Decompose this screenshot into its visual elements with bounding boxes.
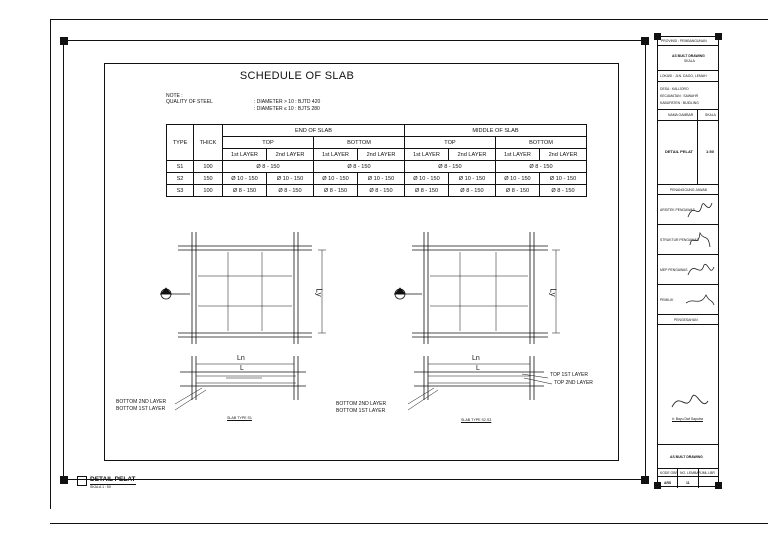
slab-s1-plan — [160, 232, 326, 410]
tb-code-row — [658, 477, 718, 488]
tb-location-row — [658, 71, 718, 82]
note-label: NOTE : — [166, 93, 183, 99]
caption-right: SLAB TYPE S2,S3 — [461, 418, 492, 422]
header-layer: 2nd LAYER — [358, 149, 405, 161]
header-layer: 2nd LAYER — [539, 149, 586, 161]
detail-title: DETAIL PELAT — [90, 476, 136, 483]
tb-asbuilt-bottom-row — [658, 445, 718, 469]
header-layer: 2nd LAYER — [267, 149, 314, 161]
header-mid-bottom: BOTTOM — [495, 137, 586, 149]
tb-kabupaten: KABUPATEN : BUIDLING — [660, 101, 699, 105]
ly-label-right: Ly — [548, 288, 558, 297]
tb-asbuilt-row — [658, 46, 718, 71]
header-middle-of-slab: MIDDLE OF SLAB — [404, 125, 586, 137]
tb-skala: SKALA — [705, 113, 716, 117]
cell-mid-bottom: Ø 8 - 150 — [495, 161, 586, 173]
tb-divider-v — [697, 110, 698, 185]
cell-value: Ø 10 - 150 — [223, 173, 267, 185]
tb-drawing-name: DETAIL PELAT — [665, 149, 693, 154]
cell-thick: 150 — [194, 173, 223, 185]
tb-penanggung-row — [658, 185, 718, 195]
tb-approval-row — [658, 325, 718, 445]
top1-label-right: TOP 1ST LAYER — [550, 372, 588, 378]
cell-value: Ø 8 - 150 — [404, 185, 448, 197]
tb-province-row — [658, 37, 718, 46]
ln-label-left: Ln — [237, 355, 245, 362]
detail-title-marker — [77, 476, 87, 486]
tb-drawing-scale: 1:50 — [706, 149, 715, 154]
tb-divider-v-code-2 — [698, 469, 699, 488]
cell-value: Ø 8 - 150 — [539, 185, 586, 197]
tb-code-header-row — [658, 469, 718, 477]
cell-value: Ø 8 - 150 — [267, 185, 314, 197]
cell-mid-top: Ø 8 - 150 — [404, 161, 495, 173]
cell-value: Ø 10 - 150 — [448, 173, 495, 185]
tb-penanggung: PENANGGUNG JAWAB — [670, 188, 707, 192]
tb-corner-bl — [654, 482, 661, 489]
header-end-of-slab: END OF SLAB — [223, 125, 405, 137]
tb-arsitek: ARSITEK PENGAWAS — [660, 208, 695, 212]
cell-value: Ø 10 - 150 — [495, 173, 539, 185]
bottom2-label-left: BOTTOM 2ND LAYER — [116, 399, 167, 405]
l-label-right: L — [476, 365, 480, 372]
tb-jml-lembar: JML LBR — [701, 471, 715, 475]
tb-name-header-row — [658, 110, 718, 121]
signature-arsitek — [684, 197, 716, 223]
top2-label-right: TOP 2ND LAYER — [554, 380, 593, 386]
title-block — [657, 36, 719, 487]
signature-struktur — [684, 227, 716, 253]
cell-value: Ø 10 - 150 — [267, 173, 314, 185]
tb-kode: KODE GBR — [660, 471, 678, 475]
tb-kode-val: ARS — [664, 481, 672, 485]
tb-corner-tl — [654, 33, 661, 40]
tb-kecamatan: KECAMATAN : SAWAHR — [660, 94, 699, 98]
ln-label-right: Ln — [472, 355, 480, 362]
l-label-left: L — [240, 365, 244, 372]
quality-line-1: : DIAMETER > 10 : BJTD 420 — [254, 99, 321, 105]
bottom1-label-left: BOTTOM 1ST LAYER — [116, 406, 166, 412]
signature-pemilik — [684, 287, 716, 313]
cell-value: Ø 10 - 150 — [313, 173, 357, 185]
header-end-top: TOP — [223, 137, 314, 149]
tb-no-val: 11 — [686, 481, 690, 485]
cell-value: Ø 8 - 150 — [313, 185, 357, 197]
signature-approval — [668, 387, 712, 417]
quality-label: QUALITY OF STEEL — [166, 99, 213, 105]
cell-thick: 100 — [194, 161, 223, 173]
detail-scale: SKALA 1 : 50 — [90, 485, 111, 489]
quality-line-2: : DIAMETER ≤ 10 : BJTS 280 — [254, 106, 320, 112]
cell-type: S2 — [167, 173, 194, 185]
cell-type: S3 — [167, 185, 194, 197]
header-layer: 1st LAYER — [404, 149, 448, 161]
tb-asbuilt-sub: SKALA — [684, 59, 695, 63]
tb-pengesahan: PENGESAHAN — [674, 318, 698, 322]
bottom2-label-right: BOTTOM 2ND LAYER — [336, 401, 387, 407]
tb-sign-name: Ir. Bayu Dwi Saputra — [672, 417, 703, 421]
tb-nama-gambar: NAMA GAMBAR — [668, 113, 694, 117]
header-layer: 2nd LAYER — [448, 149, 495, 161]
cell-value: Ø 8 - 150 — [223, 185, 267, 197]
tb-corner-br — [715, 482, 722, 489]
tb-province: PROVINSI : PEMBANGUNAN — [661, 39, 707, 43]
slab-s2-s3-plan — [394, 232, 560, 410]
tb-divider-v-code-1 — [677, 469, 678, 488]
tb-pemilik: PEMILIK — [660, 298, 674, 302]
cell-value: Ø 8 - 150 — [448, 185, 495, 197]
header-layer: 1st LAYER — [495, 149, 539, 161]
header-type: TYPE — [167, 125, 194, 161]
cell-type: S1 — [167, 161, 194, 173]
tb-asbuilt-bottom: AS BUILT DRAWING — [670, 455, 703, 459]
tb-desa: DESA : KALIJORO — [660, 87, 689, 91]
cell-thick: 100 — [194, 185, 223, 197]
header-layer: 1st LAYER — [223, 149, 267, 161]
bottom1-label-right: BOTTOM 1ST LAYER — [336, 408, 386, 414]
header-thick: THICK — [194, 125, 223, 161]
tb-corner-tr — [715, 33, 722, 40]
header-layer: 1st LAYER — [313, 149, 357, 161]
tb-mep: MEP PENGAWAS — [660, 268, 688, 272]
ly-label-left: Ly — [314, 288, 324, 297]
tb-asbuilt: AS BUILT DRAWING — [672, 54, 705, 58]
schedule-title: SCHEDULE OF SLAB — [239, 70, 355, 82]
cell-end-top: Ø 8 - 150 — [223, 161, 314, 173]
tb-location: LOKASI : JLN. DAGO, LEMAH — [660, 74, 707, 78]
cell-value: Ø 10 - 150 — [404, 173, 448, 185]
header-mid-top: TOP — [404, 137, 495, 149]
signature-mep — [684, 257, 716, 283]
tb-name-row — [658, 121, 718, 185]
cell-value: Ø 8 - 150 — [495, 185, 539, 197]
tb-struktur: STRUKTUR PENGAWAS — [660, 238, 699, 242]
cell-value: Ø 8 - 150 — [358, 185, 405, 197]
cell-end-bottom: Ø 8 - 150 — [313, 161, 404, 173]
caption-left: SLAB TYPE S1 — [227, 416, 252, 420]
tb-no-lembar: NO. LEMBAR — [680, 471, 701, 475]
cell-value: Ø 10 - 150 — [539, 173, 586, 185]
tb-pengesahan-row — [658, 315, 718, 325]
tb-admin-row — [658, 82, 718, 110]
cell-value: Ø 10 - 150 — [358, 173, 405, 185]
header-end-bottom: BOTTOM — [313, 137, 404, 149]
